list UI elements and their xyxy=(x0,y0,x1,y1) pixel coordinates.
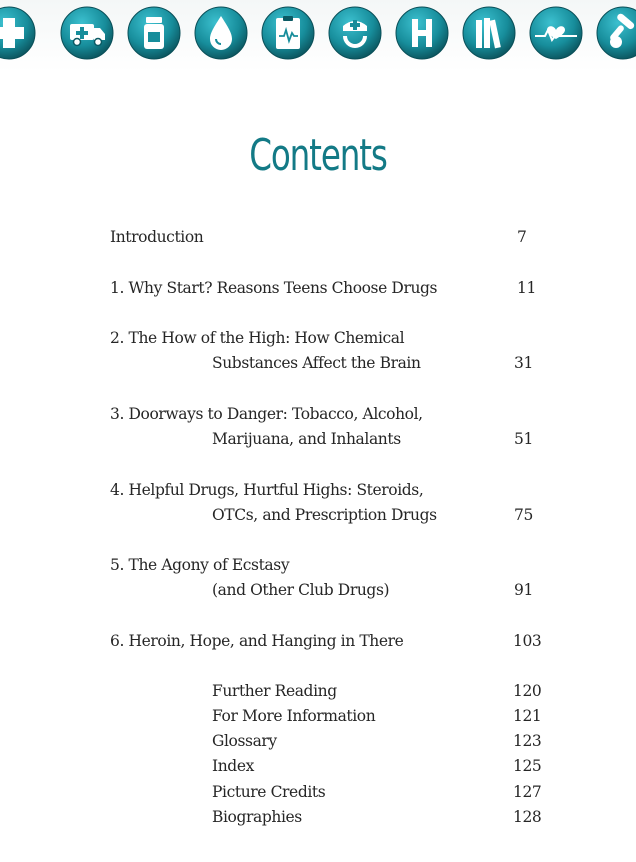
toc-entry-subtitle[interactable]: OTCs, and Prescription Drugs xyxy=(212,506,437,524)
toc-entry-subtitle[interactable]: Marijuana, and Inhalants xyxy=(212,430,401,448)
toc-entry-title[interactable]: 3. Doorways to Danger: Tobacco, Alcohol, xyxy=(110,405,423,423)
toc-entry-title[interactable]: 4. Helpful Drugs, Hurtful Highs: Steroids, xyxy=(110,481,424,499)
toc-entry-title[interactable]: 5. The Agony of Ecstasy xyxy=(110,556,290,574)
toc-entry-page: 7 xyxy=(517,228,527,246)
back-matter-page: 125 xyxy=(513,757,542,775)
toc-entry-page: 75 xyxy=(514,506,533,524)
back-matter-page: 128 xyxy=(513,808,542,826)
toc-entry-page: 11 xyxy=(517,279,536,297)
back-matter-page: 120 xyxy=(513,682,542,700)
toc-entry-subtitle[interactable]: Substances Affect the Brain xyxy=(212,354,421,372)
toc-entry-title[interactable]: 1. Why Start? Reasons Teens Choose Drugs xyxy=(110,279,438,297)
back-matter-item[interactable]: Index xyxy=(212,757,254,775)
back-matter-item[interactable]: Picture Credits xyxy=(212,783,326,801)
toc-entry-title[interactable]: 6. Heroin, Hope, and Hanging in There xyxy=(110,632,404,650)
back-matter-item[interactable]: Glossary xyxy=(212,732,277,750)
back-matter-item[interactable]: For More Information xyxy=(212,707,376,725)
toc-entry-page: 103 xyxy=(513,632,542,650)
toc-entry-page: 31 xyxy=(514,354,533,372)
toc-entry-page: 51 xyxy=(514,430,533,448)
toc-entry-page: 91 xyxy=(514,581,533,599)
toc-entry-subtitle[interactable]: (and Other Club Drugs) xyxy=(212,581,390,599)
back-matter-item[interactable]: Biographies xyxy=(212,808,302,826)
toc-entry-title[interactable]: 2. The How of the High: How Chemical xyxy=(110,329,405,347)
toc-entry-title[interactable]: Introduction xyxy=(110,228,204,246)
back-matter-page: 127 xyxy=(513,783,542,801)
back-matter-page: 123 xyxy=(513,732,542,750)
page-title: Contents xyxy=(249,130,387,181)
back-matter-item[interactable]: Further Reading xyxy=(212,682,337,700)
back-matter-page: 121 xyxy=(513,707,542,725)
